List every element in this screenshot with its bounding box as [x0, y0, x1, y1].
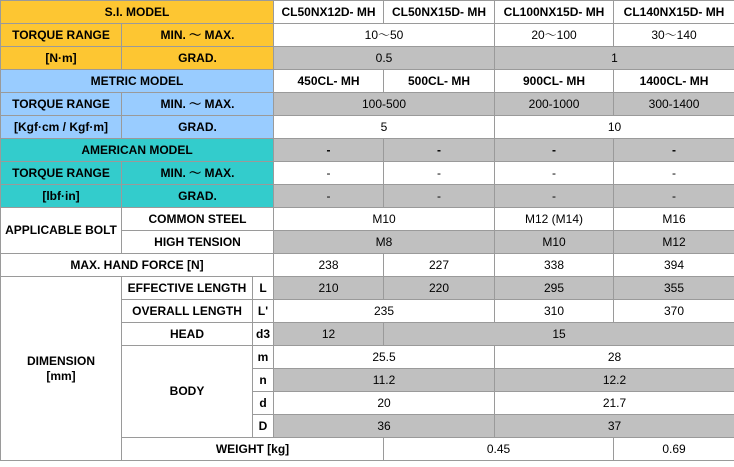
- american-min-max-value: -: [274, 162, 384, 185]
- common-steel-value: M10: [274, 208, 495, 231]
- body-d-symbol: d: [253, 392, 274, 415]
- effective-length-value: 355: [614, 277, 734, 300]
- head-symbol: d3: [253, 323, 274, 346]
- body-n-symbol: n: [253, 369, 274, 392]
- american-model-name: -: [274, 139, 384, 162]
- body-D-symbol: D: [253, 415, 274, 438]
- si-min-max-value: 30～140: [614, 24, 734, 47]
- body-D-value: 36: [274, 415, 495, 438]
- overall-length-value: 310: [495, 300, 614, 323]
- metric-grad-label: GRAD.: [122, 116, 274, 139]
- metric-min-max-value: 200-1000: [495, 93, 614, 116]
- american-min-max-label: MIN. ～ MAX.: [122, 162, 274, 185]
- dimension-label: [1, 277, 122, 461]
- american-grad-value: -: [274, 185, 384, 208]
- si-torque-range-label: TORQUE RANGE: [1, 24, 122, 47]
- high-tension-label: HIGH TENSION: [122, 231, 274, 254]
- metric-model-name: 500CL- MH: [384, 70, 495, 93]
- body-D-value: 37: [495, 415, 734, 438]
- metric-model-header: METRIC MODEL: [1, 70, 274, 93]
- metric-model-name: 450CL- MH: [274, 70, 384, 93]
- body-n-value: 11.2: [274, 369, 495, 392]
- body-d-value: 21.7: [495, 392, 734, 415]
- metric-min-max-label: MIN. ～ MAX.: [122, 93, 274, 116]
- effective-length-symbol: L: [253, 277, 274, 300]
- dimension-unit: [mm]: [46, 368, 76, 383]
- effective-length-value: 210: [274, 277, 384, 300]
- si-torque-unit: [N·m]: [1, 47, 122, 70]
- weight-value: 0.69: [614, 438, 734, 461]
- metric-model-name: 900CL- MH: [495, 70, 614, 93]
- american-model-header: AMERICAN MODEL: [1, 139, 274, 162]
- body-m-symbol: m: [253, 346, 274, 369]
- american-grad-value: -: [614, 185, 734, 208]
- common-steel-value: M12 (M14): [495, 208, 614, 231]
- max-hand-force-value: 338: [495, 254, 614, 277]
- metric-min-max-value: 100-500: [274, 93, 495, 116]
- american-torque-unit: [lbf·in]: [1, 185, 122, 208]
- si-grad-label: GRAD.: [122, 47, 274, 70]
- metric-min-max-value: 300-1400: [614, 93, 734, 116]
- american-min-max-value: -: [384, 162, 495, 185]
- max-hand-force-label: MAX. HAND FORCE [N]: [1, 254, 274, 277]
- max-hand-force-value: 227: [384, 254, 495, 277]
- si-grad-value: 0.5: [274, 47, 495, 70]
- american-min-max-value: -: [495, 162, 614, 185]
- dimension-title: DIMENSION: [26, 353, 95, 368]
- si-model-name: CL50NX15D- MH: [384, 1, 495, 24]
- si-model-name: CL140NX15D- MH: [614, 1, 734, 24]
- si-grad-value: 1: [495, 47, 734, 70]
- head-value: 15: [384, 323, 734, 346]
- body-m-value: 28: [495, 346, 734, 369]
- high-tension-value: M8: [274, 231, 495, 254]
- body-n-value: 12.2: [495, 369, 734, 392]
- max-hand-force-value: 394: [614, 254, 734, 277]
- si-model-name: CL50NX12D- MH: [274, 1, 384, 24]
- head-value: 12: [274, 323, 384, 346]
- high-tension-value: M12: [614, 231, 734, 254]
- overall-length-symbol: L': [253, 300, 274, 323]
- max-hand-force-value: 238: [274, 254, 384, 277]
- body-d-value: 20: [274, 392, 495, 415]
- high-tension-value: M10: [495, 231, 614, 254]
- american-torque-range-label: TORQUE RANGE: [1, 162, 122, 185]
- american-model-name: -: [384, 139, 495, 162]
- si-min-max-value: 20～100: [495, 24, 614, 47]
- overall-length-label: OVERALL LENGTH: [122, 300, 253, 323]
- body-label: BODY: [122, 346, 253, 438]
- weight-value: 0.45: [384, 438, 614, 461]
- metric-torque-unit: [Kgf·cm / Kgf·m]: [1, 116, 122, 139]
- si-model-name: CL100NX15D- MH: [495, 1, 614, 24]
- metric-grad-value: 10: [495, 116, 734, 139]
- american-grad-value: -: [495, 185, 614, 208]
- applicable-bolt-label: APPLICABLE BOLT: [1, 208, 122, 254]
- overall-length-value: 235: [274, 300, 495, 323]
- american-model-name: -: [614, 139, 734, 162]
- metric-model-name: 1400CL- MH: [614, 70, 734, 93]
- body-m-value: 25.5: [274, 346, 495, 369]
- effective-length-value: 220: [384, 277, 495, 300]
- american-grad-label: GRAD.: [122, 185, 274, 208]
- si-model-header: S.I. MODEL: [1, 1, 274, 24]
- weight-label: WEIGHT [kg]: [122, 438, 384, 461]
- common-steel-value: M16: [614, 208, 734, 231]
- metric-grad-value: 5: [274, 116, 495, 139]
- si-min-max-value: 10～50: [274, 24, 495, 47]
- american-min-max-value: -: [614, 162, 734, 185]
- american-grad-value: -: [384, 185, 495, 208]
- overall-length-value: 370: [614, 300, 734, 323]
- head-label: HEAD: [122, 323, 253, 346]
- effective-length-value: 295: [495, 277, 614, 300]
- si-min-max-label: MIN. ～ MAX.: [122, 24, 274, 47]
- common-steel-label: COMMON STEEL: [122, 208, 274, 231]
- american-model-name: -: [495, 139, 614, 162]
- metric-torque-range-label: TORQUE RANGE: [1, 93, 122, 116]
- effective-length-label: EFFECTIVE LENGTH: [122, 277, 253, 300]
